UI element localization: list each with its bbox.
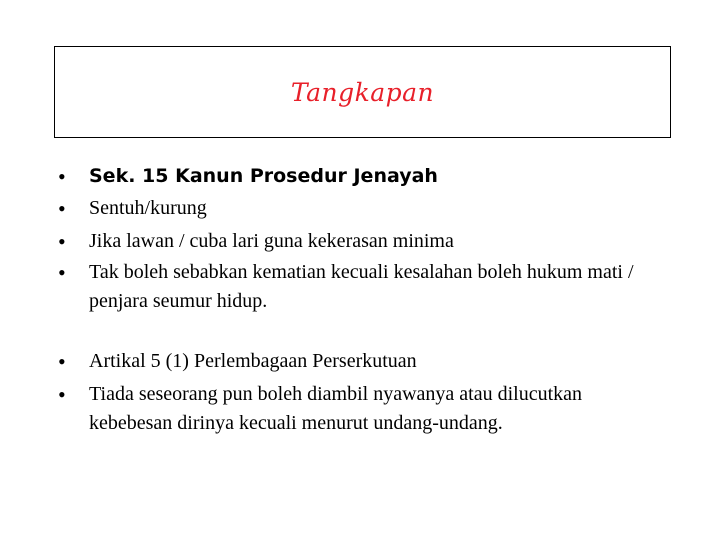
bullet-icon: •	[58, 260, 66, 285]
bullet-text: Sentuh/kurung	[89, 197, 207, 219]
bullet-text: Tiada seseorang pun boleh diambil nyawanya atau dilucutkan kebebesan dirinya kecuali menurut undang-undang.	[89, 383, 583, 434]
bullet-icon: •	[58, 349, 66, 374]
bullet-icon: •	[58, 229, 66, 254]
bullet-icon: •	[58, 196, 66, 221]
bullet-text: Artikal 5 (1) Perlembagaan Perserkutuan	[89, 350, 417, 372]
bullet-text: Jika lawan / cuba lari guna kekerasan minima	[89, 230, 454, 252]
bullet-text: Tak boleh sebabkan kematian kecuali kesalahan boleh hukum mati / penjara seumur hidup.	[89, 261, 634, 312]
bullet-icon: •	[58, 382, 66, 407]
slide-title: Tangkapan	[290, 77, 435, 107]
bullet-icon: •	[58, 164, 66, 189]
title-box	[54, 46, 671, 138]
bullet-text: Sek. 15 Kanun Prosedur Jenayah	[89, 165, 438, 187]
